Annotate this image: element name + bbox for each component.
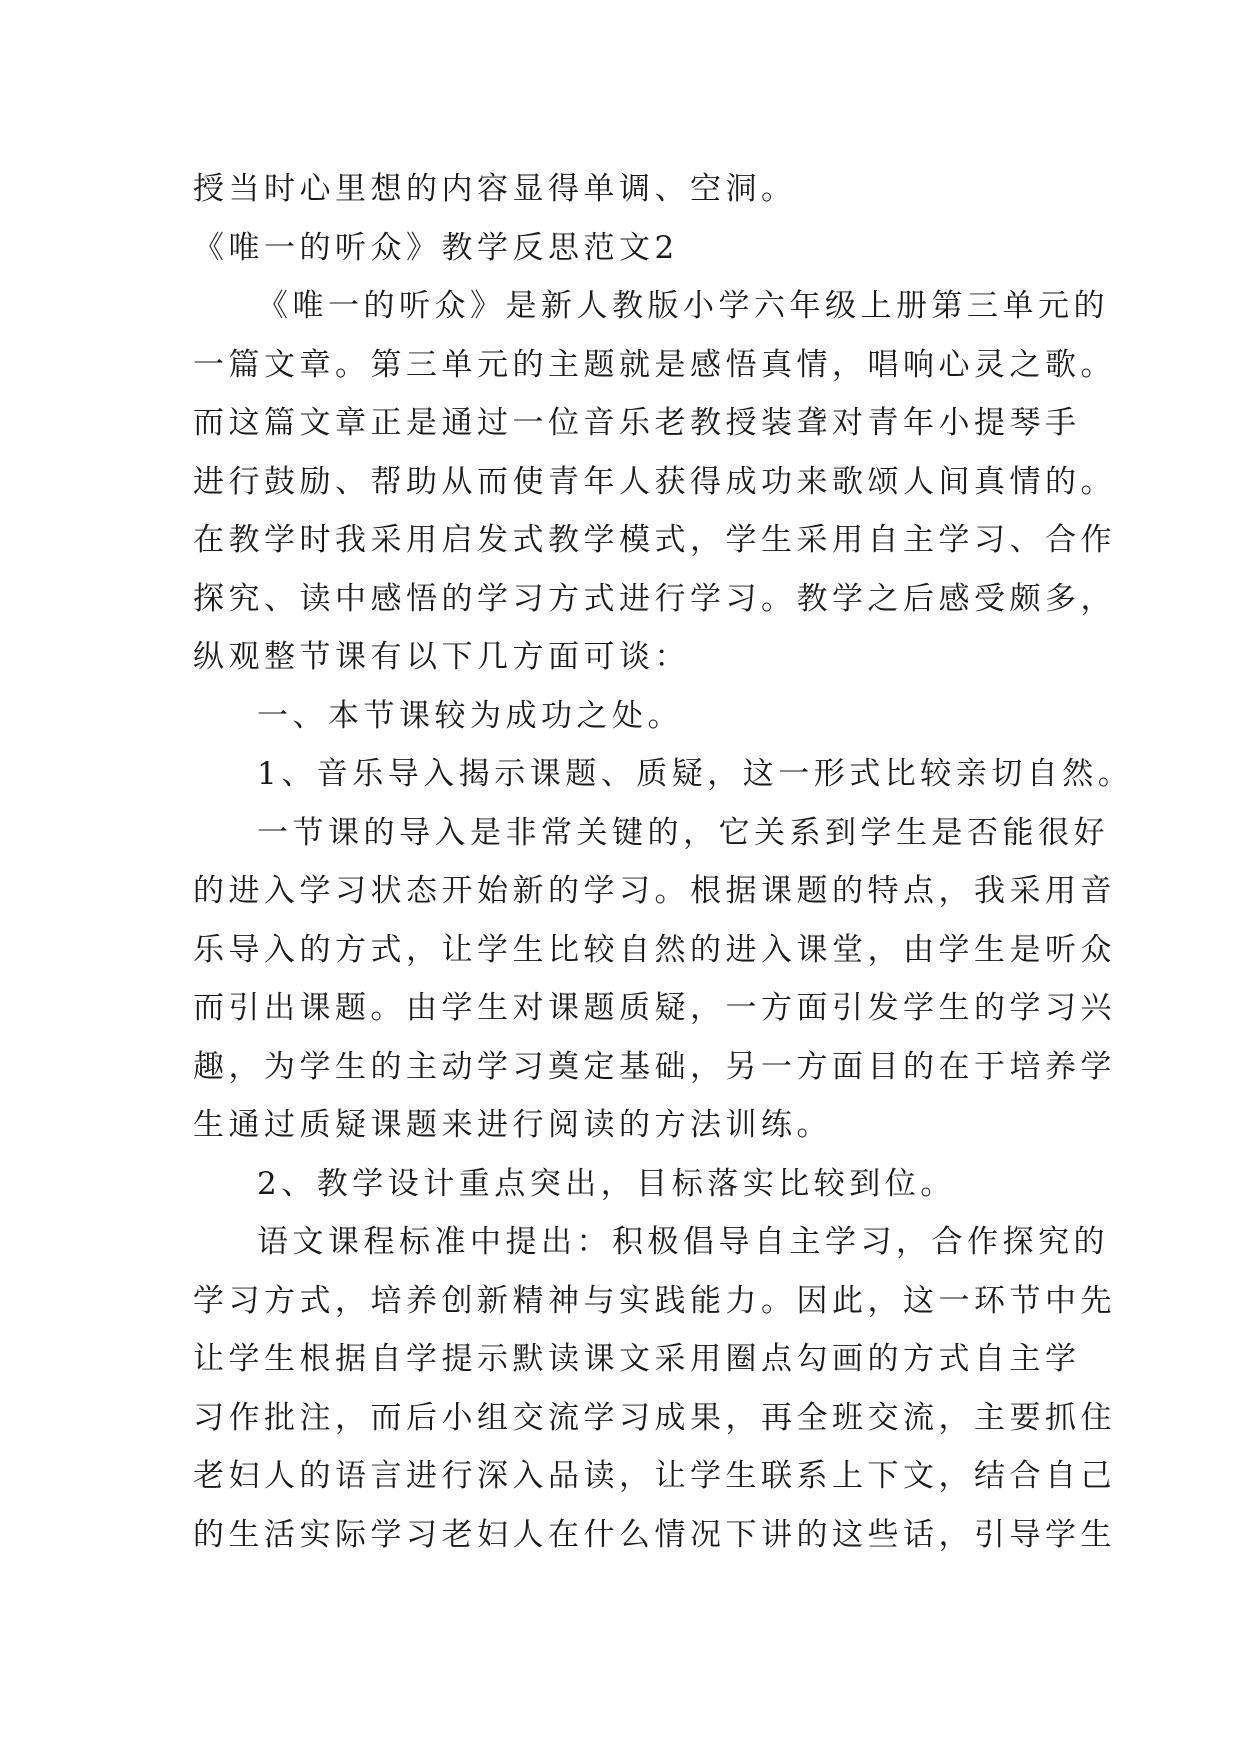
text-line: 习作批注，而后小组交流学习成果，再全班交流，主要抓住	[193, 1399, 1116, 1436]
section-heading: 《唯一的听众》教学反思范文2	[193, 229, 679, 266]
text-line: 探究、读中感悟的学习方式进行学习。教学之后感受颇多，	[193, 580, 1116, 617]
text-line: 学习方式，培养创新精神与实践能力。因此，这一环节中先	[193, 1282, 1116, 1319]
text-line: 进行鼓励、帮助从而使青年人获得成功来歌颂人间真情的。	[193, 463, 1116, 500]
subheading-line: 1、音乐导入揭示课题、质疑，这一形式比较亲切自然。	[257, 756, 1134, 792]
text-line: 的生活实际学习老妇人在什么情况下讲的这些话，引导学生	[193, 1516, 1116, 1553]
text-line: 授当时心里想的内容显得单调、空洞。	[193, 171, 797, 207]
text-line: 生通过质疑课题来进行阅读的方法训练。	[193, 1107, 832, 1143]
text-line: 而这篇文章正是通过一位音乐老教授装聋对青年小提琴手	[193, 405, 1081, 441]
text-line: 趣，为学生的主动学习奠定基础，另一方面目的在于培养学	[193, 1048, 1116, 1085]
subheading-line: 一、本节课较为成功之处。	[257, 697, 683, 734]
text-line: 纵观整节课有以下几方面可谈：	[193, 639, 690, 675]
text-line: 让学生根据自学提示默读课文采用圈点勾画的方式自主学	[193, 1341, 1081, 1377]
text-line: 《唯一的听众》是新人教版小学六年级上册第三单元的	[257, 288, 1109, 324]
text-line: 老妇人的语言进行深入品读，让学生联系上下文，结合自己	[193, 1458, 1116, 1494]
text-line: 语文课程标准中提出：积极倡导自主学习，合作探究的	[257, 1224, 1109, 1260]
text-line: 在教学时我采用启发式教学模式，学生采用自主学习、合作	[193, 522, 1116, 558]
text-line: 而引出课题。由学生对课题质疑，一方面引发学生的学习兴	[193, 990, 1116, 1026]
text-line: 乐导入的方式，让学生比较自然的进入课堂，由学生是听众	[193, 931, 1116, 968]
document-body	[193, 160, 1134, 1564]
text-line: 一篇文章。第三单元的主题就是感悟真情，唱响心灵之歌。	[193, 346, 1116, 383]
text-line: 一节课的导入是非常关键的，它关系到学生是否能很好	[257, 814, 1109, 851]
text-line: 的进入学习状态开始新的学习。根据课题的特点，我采用音	[193, 873, 1116, 909]
subheading-line: 2、教学设计重点突出，目标落实比较到位。	[257, 1165, 956, 1202]
